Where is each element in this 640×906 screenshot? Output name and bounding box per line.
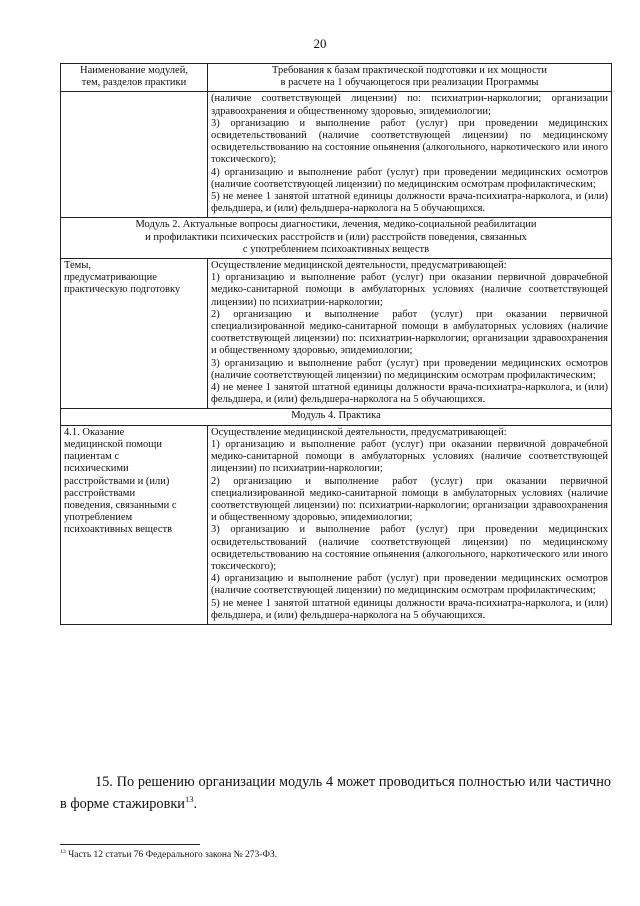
table-row bbox=[61, 425, 612, 624]
paragraph-end-period: . bbox=[193, 796, 198, 812]
module-4-requirements-cell: Осуществление медицинской деятельности, предусматривающей: 1) организацию и выполнение работ (услуг) при оказании первичной доврачебной медико-санитарной помощи в амбулаторных условиях (наличие соответствующей лицензии) по психиатрии-наркологии; 2) организацию и выполнение работ (услуг) при оказании первичной специализированной медико-санитарной помощи в амбулаторных условиях (наличие соответствующей лицензии) по: психиатрии-наркологии; организации здравоохранения и общественному здоровью, эпидемиологии; 3) организацию и выполнение работ (услуг) при проведении медицинских освидетельствований (наличие соответствующей лицензии) по медицинскому освидетельствованию на состояние опьянения (алкогольного, наркотического или иного токсического); 4) организацию и выполнение работ (услуг) при проведении медицинских осмотров (наличие соответствующей лицензии) по медицинским осмотрам профилактическим; 5) не менее 1 занятой штатной единицы должности врача-психиатра-нарколога, и (или) фельдшера, и (или) фельдшера-нарколога на 5 обучающихся. bbox=[208, 425, 612, 624]
footnote-divider bbox=[60, 844, 200, 845]
footnote-reference: 13 bbox=[184, 794, 194, 805]
table-header-row bbox=[61, 64, 612, 92]
module-4-title-row bbox=[61, 409, 612, 425]
paragraph-15 bbox=[60, 771, 611, 815]
table-row bbox=[61, 259, 612, 409]
footnote bbox=[60, 850, 277, 860]
practice-base-requirements-table bbox=[60, 63, 612, 625]
module-2-requirements-cell: Осуществление медицинской деятельности, предусматривающей: 1) организацию и выполнение работ (услуг) при оказании первичной доврачебной медико-санитарной помощи в амбулаторных условиях (наличие соответствующей лицензии) по психиатрии-наркологии; 2) организацию и выполнение работ (услуг) при оказании первичной специализированной медико-санитарной помощи в амбулаторных условиях (наличие соответствующей лицензии) по: психиатрии-наркологии; организации здравоохранения и общественному здоровью, эпидемиологии; 3) организацию и выполнение работ (услуг) при проведении медицинских осмотров (наличие соответствующей лицензии) по медицинским осмотрам профилактическим; 4) не менее 1 занятой штатной единицы должности врача-психиатра-нарколога, и (или) фельдшера, и (или) фельдшера-нарколога на 5 обучающихся. bbox=[208, 259, 612, 409]
module-4-title: Модуль 4. Практика bbox=[61, 409, 612, 425]
module-4-topic-cell: 4.1. Оказание медицинской помощи пациентам с психическими расстройствами и (или) расстройствами поведения, связанными с употреблением психоактивных веществ bbox=[61, 425, 208, 624]
paragraph-15-text: 15. По решению организации модуль 4 может проводиться полностью или частично в форме стажировки bbox=[60, 774, 611, 812]
module-2-title: Модуль 2. Актуальные вопросы диагностики, лечения, медико-социальной реабилитации и профилактики психических расстройств и (или) расстройств поведения, связанных с употреблением психоактивных веществ bbox=[61, 218, 612, 259]
page-number: 20 bbox=[313, 36, 327, 51]
table-row bbox=[61, 92, 612, 218]
footnote-text: Часть 12 статьи 76 Федерального закона № 273-ФЗ. bbox=[65, 850, 278, 860]
continuation-left-cell bbox=[61, 92, 208, 218]
module-2-topics-cell: Темы, предусматривающие практическую подготовку bbox=[61, 259, 208, 409]
header-requirements-column: Требования к базам практической подготовки и их мощности в расчете на 1 обучающегося при реализации Программы bbox=[208, 64, 612, 92]
module-2-title-row bbox=[61, 218, 612, 259]
continuation-requirements-cell: (наличие соответствующей лицензии) по: психиатрии-наркологии; организации здравоохранения и общественному здоровью, эпидемиологии; 3) организацию и выполнение работ (услуг) при проведении медицинских освидетельствований (наличие соответствующей лицензии) по медицинскому освидетельствованию на состояние опьянения (алкогольного, наркотического или иного токсического); 4) организацию и выполнение работ (услуг) при проведении медицинских осмотров (наличие соответствующей лицензии) по медицинским осмотрам профилактическим; 5) не менее 1 занятой штатной единицы должности врача-психиатра-нарколога, и (или) фельдшера, и (или) фельдшера-нарколога на 5 обучающихся. bbox=[208, 92, 612, 218]
footnote-marker: 13 bbox=[60, 848, 66, 855]
header-modules-column: Наименование модулей, тем, разделов практики bbox=[61, 64, 208, 92]
